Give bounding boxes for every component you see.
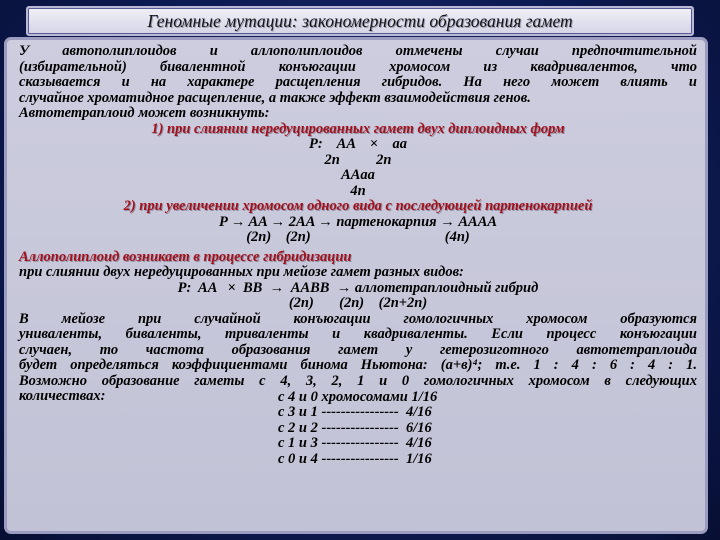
case1-result: AAaa	[341, 167, 375, 183]
allopolyploid-heading	[19, 250, 697, 266]
para3-line-2: униваленты, биваленты, триваленты и квадриваленты. Если процесс конъюгации	[19, 326, 697, 342]
para1-line-2: (избирательной) бивалентной конъюгации хромосом из квадривалентов, что	[19, 58, 697, 75]
para1-line-1: У автополиплоидов и аллополиплоидов отмечены случаи предпочтительной	[19, 43, 697, 59]
para1-line-3: сказывается и на характере расщепления гибридов. На него может влиять и	[19, 74, 697, 90]
slide-title: Геномные мутации: закономерности образования гамет	[26, 6, 694, 36]
case1-cross: P: AA × aa	[309, 136, 407, 152]
case2-title: 2) при увеличении хромосом одного вида с последующей партенокарпией	[123, 198, 593, 214]
allopolyploid-heading-text: Аллополиплоид возникает в процессе гибридизации	[19, 248, 352, 265]
para3-line-1: В мейозе при случайной конъюгации гомологичных хромосом образуются	[19, 310, 697, 327]
allopolyploid-ploidy: (2n) (2n) (2n+2n)	[288, 295, 428, 311]
gamete-row: с 3 и 1 ---------------- 4/16	[278, 404, 432, 420]
case1-title: 1) при слиянии нередуцированных гамет двух диплоидных форм	[151, 120, 565, 137]
para1-line-4: случайное хроматидное расщепление, а также эффект взаимодействия генов.	[19, 89, 531, 106]
para3-line-3: случаен, то частота образования гамет у гетерозиготного автотетраплоида	[19, 341, 697, 358]
gamete-table	[19, 390, 697, 468]
autotetraploid-heading: Автотетраплоид может возникнуть:	[19, 105, 270, 121]
content-panel	[4, 37, 708, 534]
gamete-row: с 1 и 3 ---------------- 4/16	[278, 435, 432, 451]
para3-line-5: Возможно образование гаметы с 4, 3, 2, 1 и 0 гомологичных хромосом в следующих	[19, 372, 697, 389]
para3-line-6: количествах:	[19, 388, 106, 404]
allopolyploid-text: при слиянии двух нередуцированных при мейозе гамет разных видов:	[19, 264, 464, 280]
gamete-row: с 0 и 4 ---------------- 1/16	[278, 450, 432, 467]
gamete-row: с 2 и 2 ---------------- 6/16	[278, 419, 432, 436]
case2-scheme: P → AA → 2AA → партенокарпия → AAAA	[218, 213, 498, 230]
para3-line-4: будет определяться коэффициентами бинома Ньютона: (а+в)⁴; т.е. 1 : 4 : 6 : 4 : 1.	[19, 357, 697, 373]
allopolyploid-cross: P: AA × BB → AABB → аллотетраплоидный гибрид	[177, 279, 539, 296]
case1-result-ploidy: 4n	[350, 182, 366, 199]
gamete-row: с 4 и 0 хромосомами 1/16	[278, 388, 438, 405]
case1-ploidy: 2n 2n	[324, 151, 392, 168]
case2-ploidy: (2n) (2n) (4n)	[246, 229, 470, 245]
